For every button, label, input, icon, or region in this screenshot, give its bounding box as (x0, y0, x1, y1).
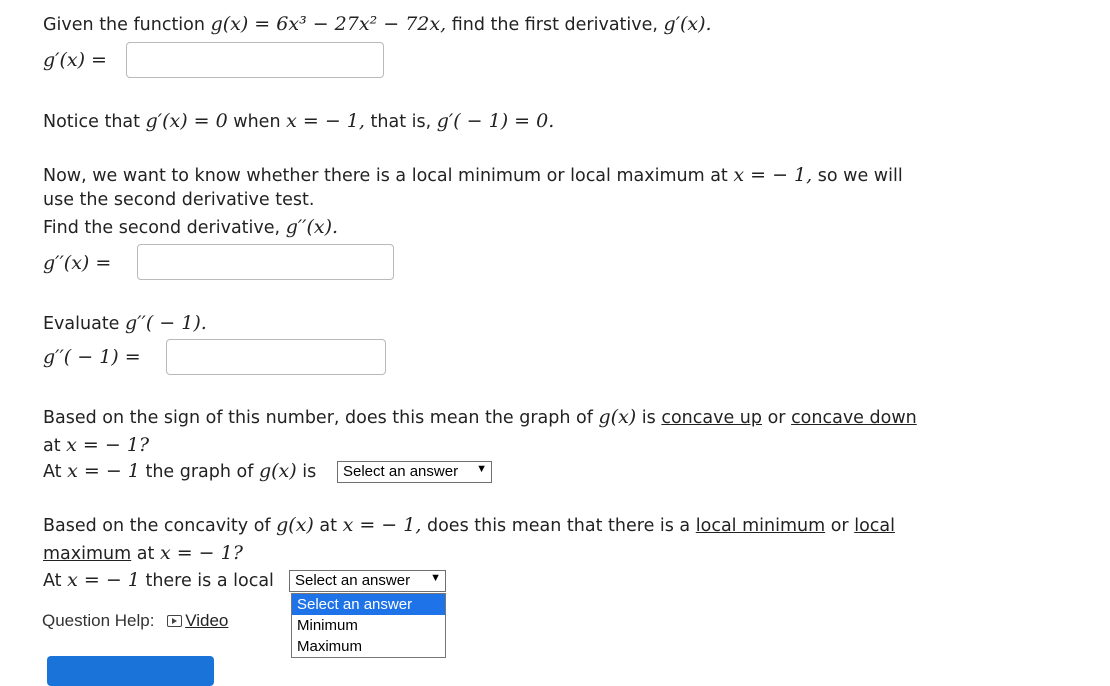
extremum-line2-at: at (136, 544, 155, 564)
notice-expr-2: x = − 1, (286, 110, 365, 132)
local-maximum-link[interactable]: local (854, 516, 895, 536)
video-link[interactable] (167, 611, 228, 630)
second-derivative-intro-line1 (43, 164, 903, 186)
extremum-expr-2: x = − 1, (342, 514, 422, 536)
extremum-suffix: does this mean that there is a (426, 516, 691, 536)
extremum-at: at (319, 516, 338, 536)
notice-when: when (233, 112, 281, 132)
find-second-text: Find the second derivative, (43, 218, 281, 238)
extremum-select[interactable] (289, 570, 446, 592)
function-expression: g(x) = 6x³ − 27x² − 72x, (210, 13, 447, 35)
first-derivative-symbol: g′(x). (663, 13, 712, 35)
dropdown-option-placeholder[interactable]: Select an answer (292, 594, 445, 615)
notice-that-is: that is, (370, 112, 432, 132)
intro-expr: x = − 1, (733, 164, 813, 186)
extremum-answer-line (43, 569, 274, 591)
first-derivative-label: g′(x) = (43, 49, 107, 71)
concavity-point: x = − 1? (66, 434, 150, 456)
question-help (42, 611, 228, 631)
concavity-graph-text: the graph of (145, 462, 254, 482)
extremum-or: or (830, 516, 849, 536)
concave-up-link[interactable]: concave up (661, 408, 762, 428)
concavity-answer-expr: x = − 1 (67, 460, 140, 482)
notice-expr-3: g′( − 1) = 0. (436, 110, 555, 132)
second-derivative-find (43, 216, 338, 238)
local-minimum-link[interactable]: local minimum (695, 516, 826, 536)
concavity-or: or (767, 408, 786, 428)
extremum-text: Based on the concavity of (43, 516, 271, 536)
evaluate-expr: g′′( − 1). (125, 312, 207, 334)
second-derivative-intro-line2: use the second derivative test. (43, 190, 315, 210)
concavity-is-text: is (302, 462, 317, 482)
evaluate-label: g′′( − 1) = (43, 346, 141, 368)
extremum-expr-1: g(x) (276, 514, 314, 536)
intro-text: Now, we want to know whether there is a local minimum or local maximum at (43, 166, 728, 186)
concavity-select-value: Select an answer (343, 463, 459, 480)
q1-prompt (43, 13, 712, 35)
extremum-question-line2 (43, 542, 243, 564)
concavity-answer-line (43, 460, 316, 482)
concavity-text: Based on the sign of this number, does this mean the graph of (43, 408, 593, 428)
concavity-question-line1 (43, 406, 917, 428)
extremum-answer-expr: x = − 1 (67, 569, 140, 591)
extremum-there-text: there is a local (145, 571, 274, 591)
second-derivative-input[interactable] (137, 244, 394, 280)
concavity-graph-expr: g(x) (258, 460, 297, 482)
extremum-dropdown-list (291, 593, 446, 658)
concave-down-link[interactable]: concave down (791, 408, 917, 428)
dropdown-option-maximum[interactable]: Maximum (297, 638, 363, 655)
q1-given-text: Given the function (43, 15, 205, 35)
concavity-answer-at: At (43, 462, 62, 482)
dropdown-option-minimum[interactable]: Minimum (297, 617, 358, 634)
first-derivative-input[interactable] (126, 42, 384, 78)
concavity-at: at (43, 436, 61, 456)
concavity-question-line2 (43, 434, 149, 456)
evaluate-prompt (43, 312, 207, 334)
extremum-select-value: Select an answer (295, 572, 411, 589)
second-derivative-label: g′′(x) = (43, 252, 112, 274)
chevron-down-icon: ▼ (430, 572, 441, 584)
extremum-answer-at: At (43, 571, 62, 591)
local-maximum-link-cont[interactable]: maximum (43, 544, 132, 564)
question-help-label: Question Help: (42, 611, 155, 630)
evaluate-input[interactable] (166, 339, 386, 375)
notice-prefix: Notice that (43, 112, 141, 132)
notice-expr-1: g′(x) = 0 (145, 110, 228, 132)
concavity-is: is (641, 408, 656, 428)
submit-button[interactable] (47, 656, 214, 686)
chevron-down-icon: ▼ (476, 463, 487, 475)
extremum-point: x = − 1? (159, 542, 243, 564)
notice-text (43, 110, 554, 132)
video-link-label[interactable]: Video (185, 611, 229, 630)
concavity-select[interactable] (337, 461, 492, 483)
video-play-icon (167, 615, 182, 627)
extremum-question-line1 (43, 514, 895, 536)
q1-find-text: find the first derivative, (451, 15, 658, 35)
second-derivative-symbol: g′′(x). (285, 216, 339, 238)
concavity-expr: g(x) (598, 406, 637, 428)
intro-suffix: so we will (817, 166, 903, 186)
evaluate-text: Evaluate (43, 314, 120, 334)
